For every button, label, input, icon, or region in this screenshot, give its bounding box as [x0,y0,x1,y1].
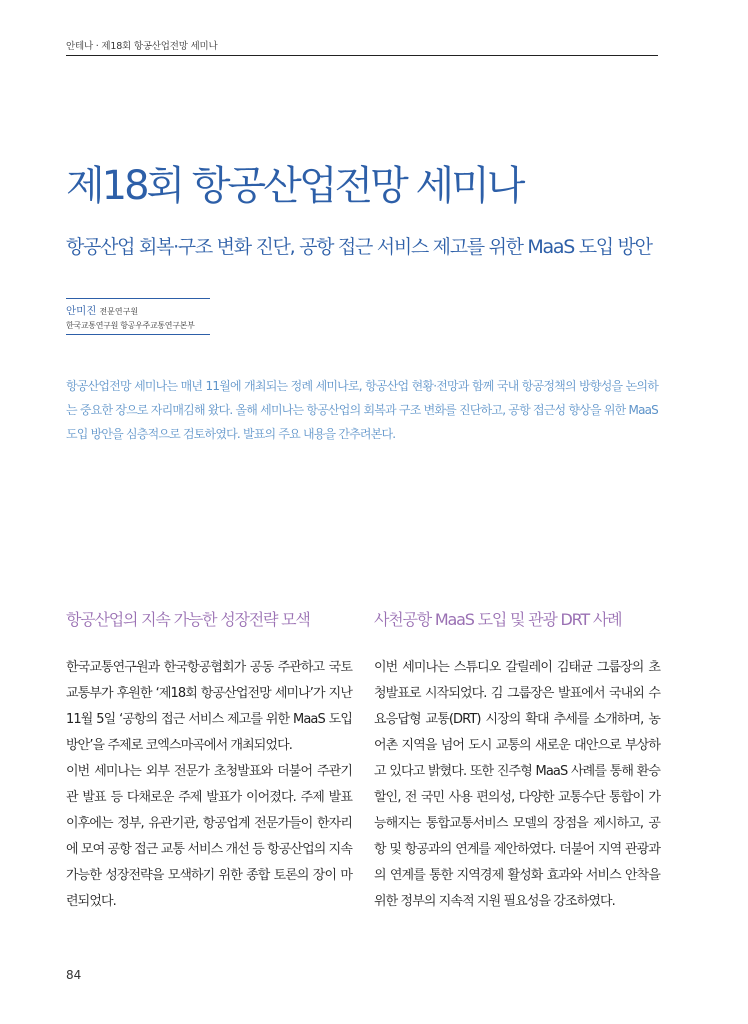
paragraph: 한국교통연구원과 한국항공협회가 공동 주관하고 국토교통부가 후원한 ‘제18회 항공산업전망 세미나’가 지난 11월 5일 ‘공항의 접근 서비스 제고를 위한 MaaS 도입 방안’을 주제로 코엑스마곡에서 개최되었다. [66,660,352,753]
author-rule-top [66,298,210,299]
abstract: 항공산업전망 세미나는 매년 11월에 개최되는 정례 세미나로, 항공산업 현황·전망과 함께 국내 항공정책의 방향성을 논의하는 중요한 장으로 자리매김해 왔다. 올해 세미나는 항공산업의 회복과 구조 변화를 진단하고, 공항 접근성 향상을 위한 MaaS 도입 방안을 심층적으로 검토하였다. 발표의 주요 내용을 간추려본다. [66,379,658,441]
paragraph: 이번 세미나는 스튜디오 갈릴레이 김태균 그룹장의 초청발표로 시작되었다. 김 그룹장은 발표에서 국내외 수요응답형 교통(DRT) 시장의 확대 추세를 소개하며, 농어촌 지역을 넘어 도시 교통의 새로운 대안으로 부상하고 있다고 밝혔다. 또한 진주형 MaaS 사례를 통해 환승할인, 전 국민 사용 편의성, 다양한 교통수단 통합이 가능해지는 통합교통서비스 모델의 장점을 제시하고, 공항 및 항공과의 연계를 제안하였다. 더불어 지역 관광과의 연계를 통한 지역경제 활성화 효과와 서비스 안착을 위한 정부의 지속적 지원 필요성을 강조하였다. [374,660,660,909]
article-title: 제18회 항공산업전망 세미나 [66,163,523,209]
page-number: 84 [66,968,82,982]
paragraph: 이번 세미나는 외부 전문가 초청발표와 더불어 주관기관 발표 등 다채로운 주제 발표가 이어졌다. 주제 발표 이후에는 정부, 유관기관, 항공업계 전문가들이 한자리에 모여 공항 접근 교통 서비스 개선 등 항공산업의 지속 가능한 성장전략을 모색하기 위한 종합 토론의 장이 마련되었다. [66,764,352,909]
section-heading-right: 사천공항 MaaS 도입 및 관광 DRT 사례 [374,610,622,629]
author-affiliation: 한국교통연구원 항공우주교통연구본부 [66,321,195,330]
section-heading-left: 항공산업의 지속 가능한 성장전략 모색 [66,610,310,629]
right-column-body [374,655,660,915]
left-column-body [66,655,352,915]
article-subtitle: 항공산업 회복·구조 변화 진단, 공항 접근 서비스 제고를 위한 MaaS 도입 방안 [66,236,652,258]
author-rule-bottom [66,334,210,335]
running-header: 안테나 · 제18회 항공산업전망 세미나 [66,41,218,52]
author-role: 전문연구원 [99,307,139,316]
author-line [66,304,138,319]
header-rule [66,55,658,56]
author-name: 안미진 [66,305,97,317]
